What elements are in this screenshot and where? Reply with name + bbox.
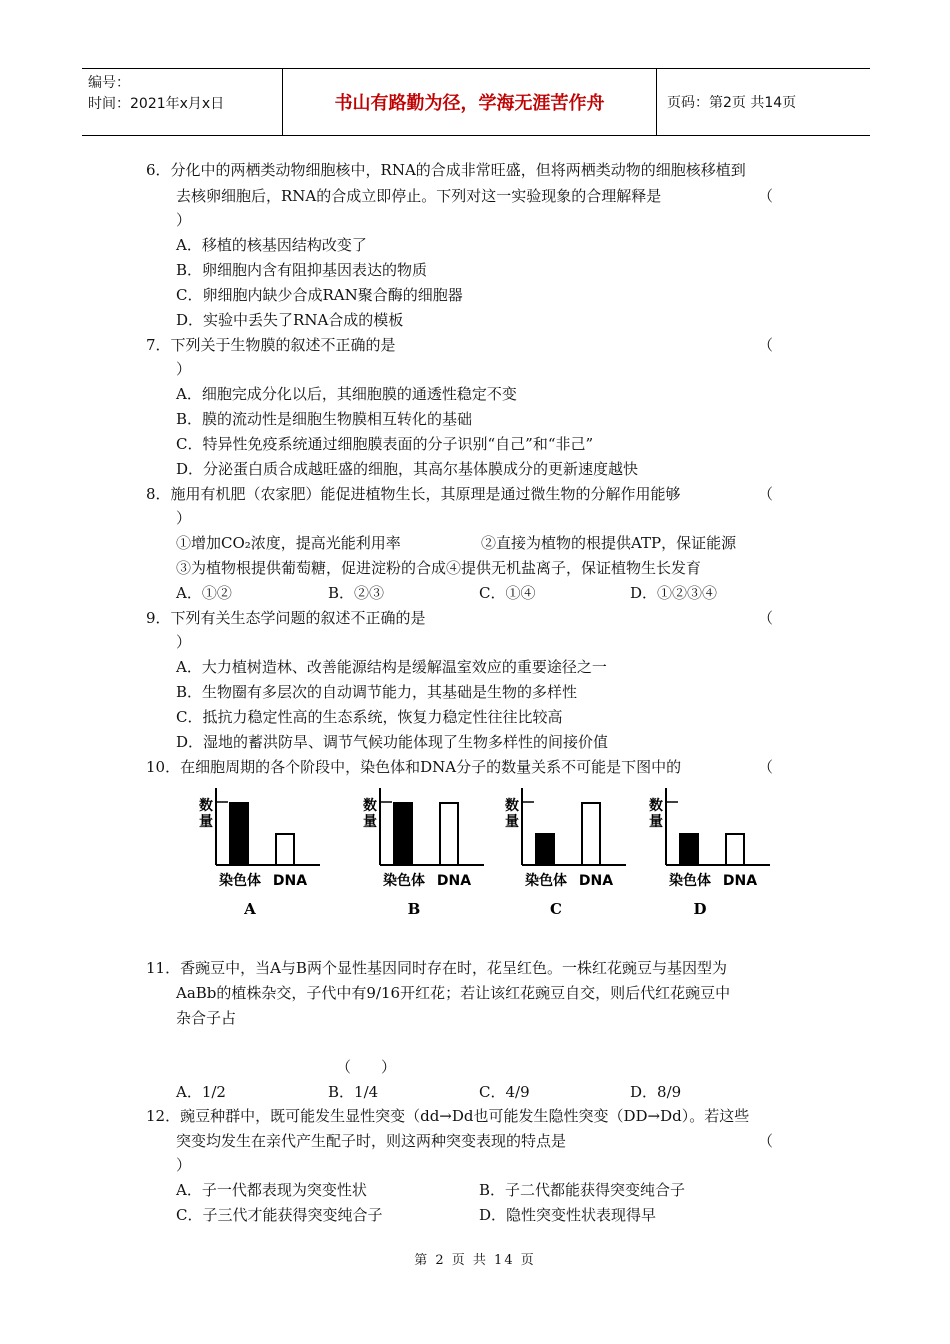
chart-b-ylabel: 数量 [363, 798, 377, 830]
q6-line-1: 6．分化中的两栖类动物细胞核中，RNA的合成非常旺盛，但将两栖类动物的细胞核移植到 [146, 161, 746, 179]
chart-d-panel-letter: D [693, 900, 707, 918]
chart-a-ylabel: 数量 [199, 798, 213, 830]
q11-line-2: AaBb的植株杂交，子代中有9/16开红花；若让该红花豌豆自交，则后代红花豌豆中 [176, 984, 731, 1002]
header-page-label: 页码：第2页 共14页 [667, 95, 797, 111]
q8-statement-1: ①增加CO₂浓度，提高光能利用率 [176, 534, 401, 552]
date-label: 时间：2021年x月x日 [88, 96, 225, 112]
q12-line-2: 突变均发生在亲代产生配子时，则这两种突变表现的特点是 [176, 1132, 567, 1150]
chart-c-bar-chromosome [536, 834, 554, 865]
q8-line-1: 8．施用有机肥（农家肥）能促进植物生长，其原理是通过微生物的分解作用能够 [146, 485, 681, 503]
q12-paren-open: （ [758, 1132, 774, 1150]
q7-option-a: A．细胞完成分化以后，其细胞膜的通透性稳定不变 [176, 385, 517, 403]
q9-option-a: A．大力植树造林、改善能源结构是缓解温室效应的重要途径之一 [176, 658, 607, 676]
page-header [82, 68, 870, 136]
q12-option-b: B．子二代都能获得突变纯合子 [479, 1181, 686, 1199]
q8-option-d: D．①②③④ [630, 584, 718, 602]
q10-line-1: 10．在细胞周期的各个阶段中，染色体和DNA分子的数量关系不可能是下图中的 [146, 758, 682, 776]
chart-c-label-chromosome: 染色体 [525, 873, 567, 889]
q12-option-a: A．子一代都表现为突变性状 [176, 1181, 367, 1199]
chart-c-label-dna: DNA [578, 873, 614, 889]
chart-d-bar-dna [726, 834, 744, 865]
q11-option-a: A．1/2 [176, 1083, 226, 1101]
q8-option-c: C．①④ [479, 584, 536, 602]
chart-d-label-chromosome: 染色体 [669, 873, 711, 889]
chart-b-bar-dna [440, 803, 458, 865]
q6-option-c: C．卵细胞内缺少合成RAN聚合酶的细胞器 [176, 286, 463, 304]
q9-paren-close: ） [176, 633, 192, 651]
q10-paren-open: （ [758, 758, 774, 776]
q12-line-1: 12．豌豆种群中，既可能发生显性突变（dd→Dd也可能发生隐性突变（DD→Dd）。若这些 [146, 1107, 750, 1125]
q11-line-1: 11．香豌豆中，当A与B两个显性基因同时存在时，花呈红色。一株红花豌豆与基因型为 [146, 959, 727, 977]
q12-option-c: C．子三代才能获得突变纯合子 [176, 1206, 383, 1224]
q9-line-1: 9．下列有关生态学问题的叙述不正确的是 [146, 609, 426, 627]
q10-bar-charts [190, 780, 770, 920]
chart-c-panel-letter: C [550, 900, 562, 918]
header-motto: 书山有路勤为径，学海无涯苦作舟 [282, 69, 657, 135]
q6-paren-close: ） [176, 211, 192, 229]
q7-option-b: B．膜的流动性是细胞生物膜相互转化的基础 [176, 410, 473, 428]
chart-a-label-dna: DNA [272, 873, 308, 889]
q8-statement-2: ②直接为植物的根提供ATP，保证能源 [481, 534, 737, 552]
q11-paren: （ ） [336, 1058, 397, 1076]
q11-option-c: C．4/9 [479, 1083, 530, 1101]
q9-paren-open: （ [758, 609, 774, 627]
q9-option-d: D．湿地的蓄洪防旱、调节气候功能体现了生物多样性的间接价值 [176, 733, 609, 751]
chart-b-panel-letter: B [407, 900, 421, 918]
q6-line-2: 去核卵细胞后，RNA的合成立即停止。下列对这一实验现象的合理解释是 [176, 187, 662, 205]
page-footer: 第 2 页 共 14 页 [414, 1253, 536, 1268]
q12-option-d: D．隐性突变性状表现得早 [479, 1206, 657, 1224]
q6-option-b: B．卵细胞内含有阻抑基因表达的物质 [176, 261, 428, 279]
q7-option-c: C．特异性免疫系统通过细胞膜表面的分子识别“自己”和“非己” [176, 435, 594, 453]
chart-b-bar-chromosome [394, 803, 412, 865]
q8-paren-open: （ [758, 485, 774, 503]
chart-a-bar-dna [276, 834, 294, 865]
q6-option-a: A．移植的核基因结构改变了 [176, 236, 367, 254]
q7-paren-close: ） [176, 360, 192, 378]
chart-c-bar-dna [582, 803, 600, 865]
chart-d-bar-chromosome [680, 834, 698, 865]
q12-paren-close: ） [176, 1156, 192, 1174]
q11-line-3: 杂合子占 [176, 1009, 237, 1027]
number-label: 编号： [88, 75, 130, 91]
q11-option-d: D．8/9 [630, 1083, 682, 1101]
q9-option-c: C．抵抗力稳定性高的生态系统，恢复力稳定性往往比较高 [176, 708, 563, 726]
chart-a-panel-letter: A [244, 900, 256, 918]
q7-line-1: 7．下列关于生物膜的叙述不正确的是 [146, 336, 396, 354]
q6-option-d: D．实验中丢失了RNA合成的模板 [176, 311, 404, 329]
chart-b-label-dna: DNA [436, 873, 472, 889]
q8-option-b: B．②③ [328, 584, 385, 602]
chart-b-label-chromosome: 染色体 [383, 873, 425, 889]
q8-statement-3: ③为植物根提供葡萄糖，促进淀粉的合成④提供无机盐离子，保证植物生长发育 [176, 559, 702, 577]
q11-option-b: B．1/4 [328, 1083, 379, 1101]
q6-paren-open: （ [758, 187, 774, 205]
chart-a-label-chromosome: 染色体 [219, 873, 261, 889]
header-meta [82, 69, 282, 135]
q8-option-a: A．①② [176, 584, 232, 602]
chart-a-bar-chromosome [230, 803, 248, 865]
q9-option-b: B．生物圈有多层次的自动调节能力，其基础是生物的多样性 [176, 683, 578, 701]
chart-d-label-dna: DNA [722, 873, 758, 889]
q7-option-d: D．分泌蛋白质合成越旺盛的细胞，其高尔基体膜成分的更新速度越快 [176, 460, 639, 478]
chart-c-ylabel: 数量 [505, 798, 519, 830]
q7-paren-open: （ [758, 336, 774, 354]
chart-d-ylabel: 数量 [649, 798, 663, 830]
q8-paren-close: ） [176, 509, 192, 527]
